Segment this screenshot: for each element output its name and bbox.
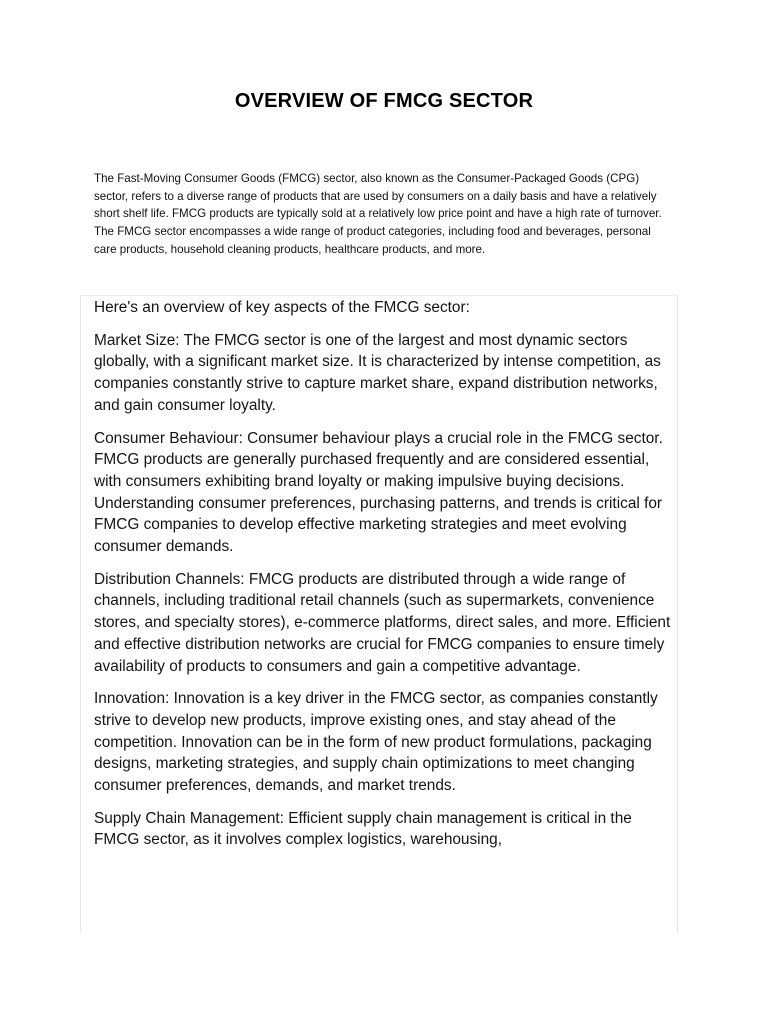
consumer-behaviour-paragraph: Consumer Behaviour: Consumer behaviour plays a crucial role in the FMCG sector. FMCG products are generally purchased frequently and are considered essential, with consumers exhibiting brand loyalty or making impulsive buying decisions. Understanding consumer preferences, purchasing patterns, and trends is critical for FMCG companies to develop effective marketing strategies and meet evolving consumer demands. bbox=[94, 429, 663, 556]
supply-chain-paragraph: Supply Chain Management: Efficient supply chain management is critical in the FMCG sector, as it involves complex logistics, warehousing, bbox=[94, 809, 632, 849]
content-box bbox=[80, 295, 678, 933]
content-body bbox=[94, 297, 677, 862]
market-size-paragraph: Market Size: The FMCG sector is one of the largest and most dynamic sectors globally, with a significant market size. It is characterized by intense competition, as companies constantly strive to capture market share, expand distribution networks, and gain consumer loyalty. bbox=[94, 331, 661, 414]
page-title: OVERVIEW OF FMCG SECTOR bbox=[234, 90, 534, 112]
distribution-channels-paragraph: Distribution Channels: FMCG products are distributed through a wide range of channels, including traditional retail channels (such as supermarkets, convenience stores, and specialty stores), e-commerce platforms, direct sales, and more. Efficient and effective distribution networks are crucial for FMCG companies to ensure timely availability of products to consumers and gain a competitive advantage. bbox=[94, 570, 671, 675]
intro-paragraph: The Fast-Moving Consumer Goods (FMCG) sector, also known as the Consumer-Packaged Goods (CPG) sector, refers to a diverse range of products that are used by consumers on a daily basis and have a relatively short shelf life. FMCG products are typically sold at a relatively low price point and have a high rate of turnover. The FMCG sector encompasses a wide range of product categories, including food and beverages, personal care products, household cleaning products, healthcare products, and more. bbox=[94, 172, 662, 256]
innovation-paragraph: Innovation: Innovation is a key driver in the FMCG sector, as companies constantly strive to develop new products, improve existing ones, and stay ahead of the competition. Innovation can be in the form of new product formulations, packaging designs, marketing strategies, and supply chain optimizations to meet changing consumer preferences, demands, and market trends. bbox=[94, 690, 658, 795]
overview-lead-paragraph: Here's an overview of key aspects of the FMCG sector: bbox=[94, 299, 470, 316]
